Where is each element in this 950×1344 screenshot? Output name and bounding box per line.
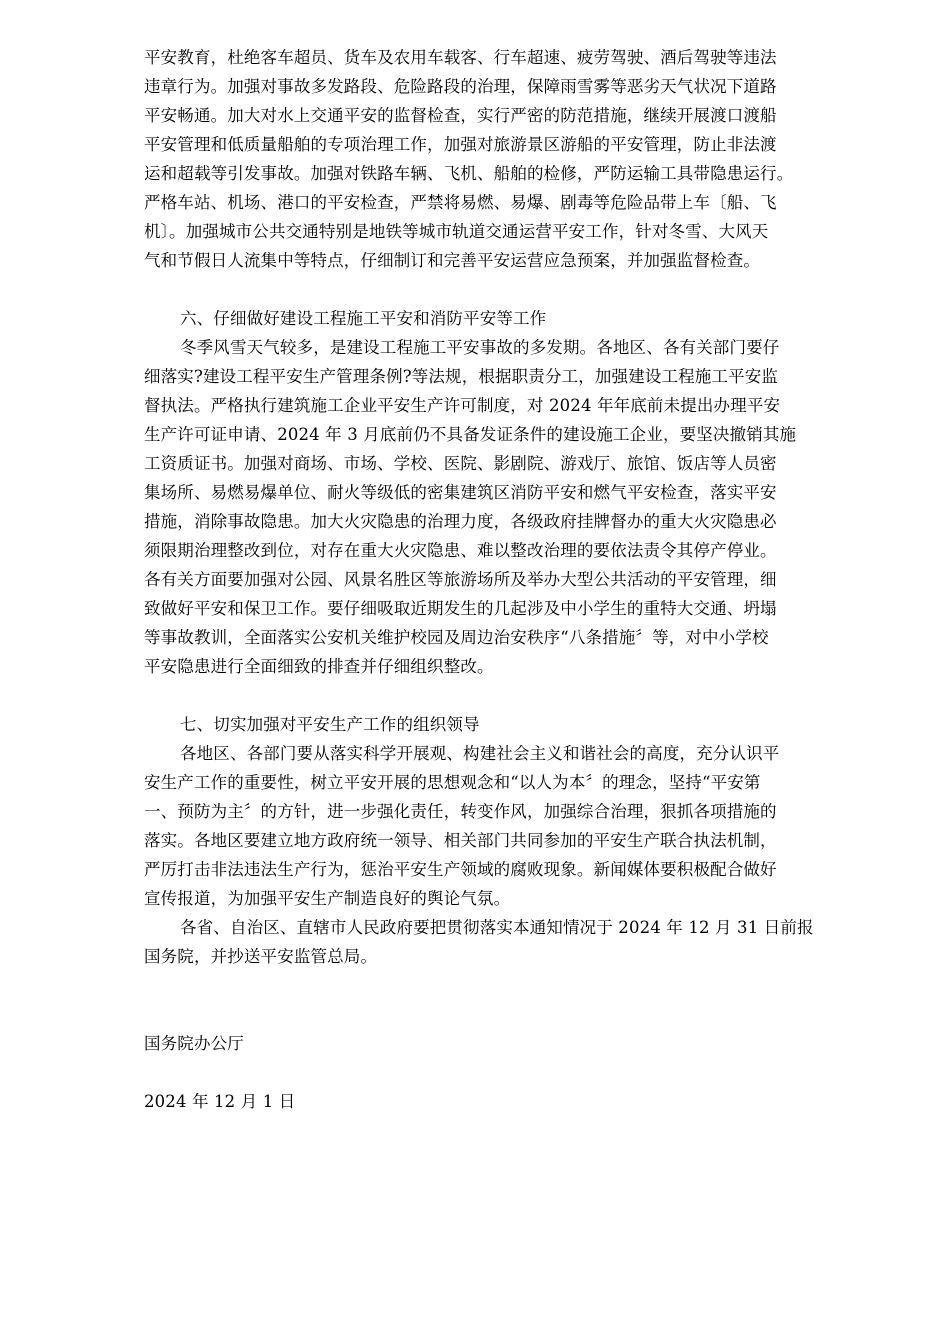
section-heading: 七、切实加强对平安生产工作的组织领导: [180, 715, 480, 734]
paragraph-line: 须限期治理整改到位，对存在重大火灾隐患、难以整改治理的要依法责令其停产停业。: [144, 541, 777, 560]
paragraph-line: 机〕。加强城市公共交通特别是地铁等城市轨道交通运营平安工作，针对冬雪、大风天: [144, 222, 769, 241]
paragraph-line: 等事故教训，全面落实公安机关维护校园及周边治安秩序“八条措施〞等，对中小学校: [144, 628, 769, 647]
paragraph-line: 各省、自治区、直辖市人民政府要把贯彻落实本通知情况于 2024 年 12 月 31 日前报: [180, 918, 814, 937]
paragraph-line: 落实。各地区要建立地方政府统一领导、相关部门共同参加的平安生产联合执法机制，: [144, 831, 777, 850]
signature-block: [144, 1029, 884, 1116]
issuer-name: 国务院办公厅: [144, 1034, 244, 1053]
paragraph-line: 各地区、各部门要从落实科学开展观、构建社会主义和谐社会的高度，充分认识平: [180, 744, 780, 763]
paragraph-line: 细落实?建设工程平安生产管理条例?等法规，根据职责分工，加强建设工程施工平安监: [144, 367, 779, 386]
paragraph-line: 冬季风雪天气较多，是建设工程施工平安事故的多发期。各地区、各有关部门要仔: [180, 338, 780, 357]
paragraph-line: 国务院，并抄送平安监管总局。: [144, 947, 378, 966]
paragraph-line: 一、预防为主〞的方针，进一步强化责任，转变作风，加强综合治理，狠抓各项措施的: [144, 802, 777, 821]
paragraph-line: 气和节假日人流集中等特点，仔细制订和完善平安运营应急预案，并加强监督检查。: [144, 251, 761, 270]
intro-paragraph: [144, 43, 884, 275]
paragraph-line: 生产许可证申请、2024 年 3 月底前仍不具备发证条件的建设施工企业，要坚决撤销其施: [144, 425, 797, 444]
paragraph-line: 集场所、易燃易爆单位、耐火等级低的密集建筑区消防平安和燃气平安检查，落实平安: [144, 483, 777, 502]
paragraph-spacer: [144, 971, 884, 1029]
paragraph-line: 运和超载等引发事故。加强对铁路车辆、飞机、船舶的检修，严防运输工具带隐患运行。: [144, 164, 794, 183]
document-page: [144, 43, 884, 1116]
issue-date: 2024 年 12 月 1 日: [144, 1092, 296, 1111]
paragraph-spacer: [144, 1058, 884, 1087]
paragraph-line: 督执法。严格执行建筑施工企业平安生产许可制度，对 2024 年年底前未提出办理平安: [144, 396, 781, 415]
paragraph-line: 违章行为。加强对事故多发路段、危险路段的治理，保障雨雪雾等恶劣天气状况下道路: [144, 77, 777, 96]
paragraph-line: 平安畅通。加大对水上交通平安的监督检查，实行严密的防范措施，继续开展渡口渡船: [144, 106, 777, 125]
closing-paragraph: [144, 913, 884, 971]
paragraph-line: 致做好平安和保卫工作。要仔细吸取近期发生的几起涉及中小学生的重特大交通、坍塌: [144, 599, 777, 618]
paragraph-line: 平安教育，杜绝客车超员、货车及农用车载客、行车超速、疲劳驾驶、酒后驾驶等违法: [144, 48, 777, 67]
section-7: [144, 710, 884, 913]
paragraph-line: 工资质证书。加强对商场、市场、学校、医院、影剧院、游戏厅、旅馆、饭店等人员密: [144, 454, 777, 473]
section-heading: 六、仔细做好建设工程施工平安和消防平安等工作: [180, 309, 547, 328]
paragraph-line: 严格车站、机场、港口的平安检查，严禁将易燃、易爆、剧毒等危险品带上车〔船、飞: [144, 193, 777, 212]
paragraph-spacer: [144, 681, 884, 710]
paragraph-line: 严厉打击非法违法生产行为，惩治平安生产领域的腐败现象。新闻媒体要积极配合做好: [144, 860, 777, 879]
section-6: [144, 304, 884, 681]
paragraph-line: 各有关方面要加强对公园、风景名胜区等旅游场所及举办大型公共活动的平安管理，细: [144, 570, 777, 589]
paragraph-line: 平安隐患进行全面细致的排查并仔细组织整改。: [144, 657, 494, 676]
paragraph-line: 宣传报道，为加强平安生产制造良好的舆论气氛。: [144, 889, 511, 908]
paragraph-line: 平安管理和低质量船舶的专项治理工作，加强对旅游景区游船的平安管理，防止非法渡: [144, 135, 777, 154]
paragraph-line: 安生产工作的重要性，树立平安开展的思想观念和“以人为本〞的理念，坚持“平安第: [144, 773, 761, 792]
paragraph-line: 措施，消除事故隐患。加大火灾隐患的治理力度，各级政府挂牌督办的重大火灾隐患必: [144, 512, 777, 531]
paragraph-spacer: [144, 275, 884, 304]
